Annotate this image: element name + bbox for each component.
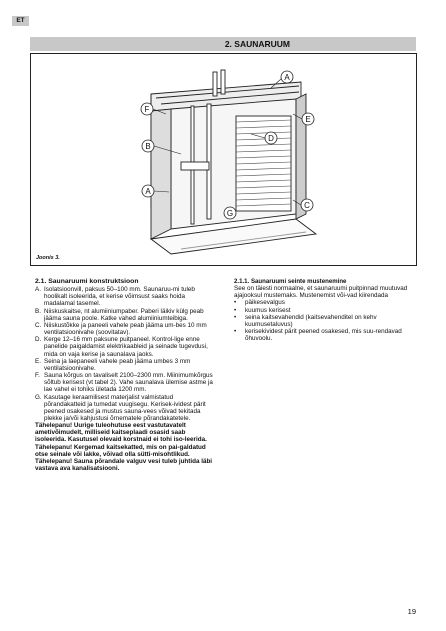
callout-e: E <box>305 115 311 124</box>
figure-caption: Joonis 3. <box>36 255 60 261</box>
callout-f: F <box>144 105 150 114</box>
bullet-icon: • <box>234 328 237 336</box>
list-item: F. Sauna kõrgus on tavaliselt 2100–2300 mm. Miinimumkõrgus sõltub kerisest (vt tabel 2). Vahe saunalava ülemise astme ja lae vahel ei tohiks ületada 1200 mm. <box>35 372 213 394</box>
list-item: • kuumus kerisest <box>234 306 291 314</box>
callout-d: D <box>268 134 274 143</box>
callout-g: G <box>226 209 234 218</box>
note-paragraph: Tähelepanu! Kergemad kaitsekatted, mis on pai-galdatud otse seinale või lakke, võivad olla sütti-misohtlikud. <box>35 443 206 458</box>
page-number: 19 <box>407 607 416 616</box>
list-item: A. Isolatsioonvill, paksus 50–100 mm. Saunaruu-mi tuleb hoolikalt isoleerida, et kerise võimsust saaks hoida madalamal tasemel. <box>35 286 195 308</box>
intro-paragraph: See on täiesti normaalne, et saunaruumi puitpinnad muutuvad ajajooksul mustemaks. Mustenemist või-vad kiirendada <box>234 285 408 300</box>
note-paragraph: Tähelepanu! Uurige tuleohutuse eest vastutavatelt ametivõimudelt, milliseid kaitseplaadi osasid saab isoleerida. Kasutusel olevaid korstnaid ei tohi iso-leerida. <box>35 422 207 444</box>
figure-frame <box>30 53 417 266</box>
list-item: B. Niiskuskaitse, nt alumiiniumpaber. Paberi läikiv külg peab jääma sauna poole. Katke vahed alumiiniumteibiga. <box>35 307 204 322</box>
callout-a: A <box>145 187 151 196</box>
callout-b: B <box>145 142 151 151</box>
list-item: C. Niiskustõkke ja paneeli vahele peab jääma um-bes 10 mm ventilatsioonivahe (soovitatav). <box>35 321 207 337</box>
bullet-icon: • <box>234 313 237 321</box>
section-header <box>30 37 416 51</box>
list-item: E. Seina ja laepaneeli vahele peab jääma umbes 3 mm ventilatsioonivahe. <box>35 357 191 372</box>
bullet-icon: • <box>234 299 237 307</box>
section-title: 2. SAUNARUUM <box>224 39 290 49</box>
left-heading: 2.1. Saunaruumi konstruktsioon <box>35 278 139 285</box>
callout-c: C <box>304 201 310 210</box>
bullet-icon: • <box>234 306 237 314</box>
right-heading: 2.1.1. Saunaruumi seinte mustenemine <box>234 278 347 285</box>
list-item: D. Kerge 12–16 mm paksune puitpaneel. Kontrol-lige enne panelide paigaldamist elektrikaableid ja seinade tugevdusi, mida on vaja kerise ja saunalava jaoks. <box>35 336 208 358</box>
list-item: • seina kaitsevahendid (kaitsevahenditel on kehv kuumusetaluvus) <box>234 313 377 328</box>
language-tag: ET <box>12 16 29 26</box>
note-paragraph: Tähelepanu! Sauna põrandale valguv vesi tuleb juhtida läbi vastava ava kanalisatsiooni. <box>35 457 213 473</box>
right-column <box>234 278 414 342</box>
left-wall-section <box>151 109 171 239</box>
callout-a-top: A <box>284 73 290 82</box>
left-column <box>35 278 215 472</box>
bullet-list <box>234 299 414 342</box>
list-item: • kerisekividest pärit peened osakesed, mis suu-rendavad õhuvoolu. <box>234 328 402 343</box>
list-item: G. Kasutage keraamilisest materjalist valmistatud põrandakatteid ja tumedat vuugisegu. Kerisek-ividest pärit peened osakesed ja mustus sauna-vees võivad tekitada plekke ja/või kahjustusi õrnematele põrandakatetele. <box>35 393 206 422</box>
sauna-construction-illustration <box>31 54 416 265</box>
list-item: • päikesevalgus <box>234 299 285 307</box>
